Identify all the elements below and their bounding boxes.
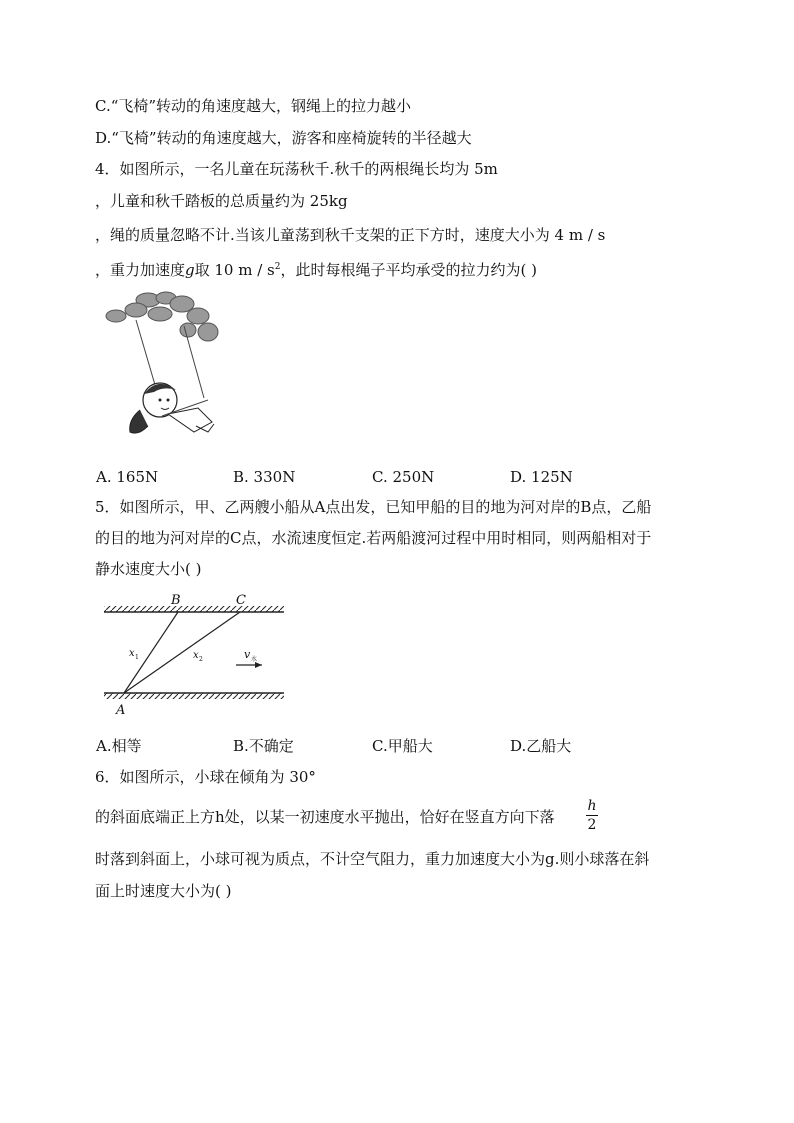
swing-illustration [100,290,228,448]
q5-option-c[interactable]: C.甲船大 [372,737,433,755]
q5-option-a[interactable]: A.相等 [96,737,142,755]
label-v: v [244,648,251,661]
label-x1-sub: 1 [135,654,139,661]
q4-exponent: 2 [274,262,281,272]
question-4-line-3: ，绳的质量忽略不计.当该儿童荡到秋千支架的正下方时，速度大小为 4 m / s [95,226,606,244]
q4-option-c[interactable]: C. 250N [372,468,435,486]
question-6-line-4: 面上时速度大小为( ) [95,882,232,900]
q5-option-b[interactable]: B.不确定 [233,737,294,755]
question-5-line-2: 的目的地为河对岸的C点，水流速度恒定.若两船渡河过程中用时相同，则两船相对于 [95,529,652,547]
label-b: B [171,593,181,608]
question-4-line-1: 4．如图所示，一名儿童在玩荡秋千.秋千的两根绳长均为 5m [95,160,498,178]
fraction-denominator: 2 [587,817,597,833]
label-x2: x [193,650,199,661]
line-option-c: C.“飞椅”转动的角速度越大，钢绳上的拉力越小 [95,97,412,115]
fraction-numerator: h [587,798,597,814]
label-a: A [116,703,126,718]
q4-text-post: ，此时每根绳子平均承受的拉力约为( ) [280,261,537,279]
question-6-line-1: 6．如图所示，小球在倾角为 30° [95,768,316,786]
label-c: C [236,593,246,608]
top-bank-hatch [104,606,284,612]
q4-option-b[interactable]: B. 330N [233,468,296,486]
q4-text-pre: ，重力加速度 [95,261,186,279]
fraction-h-over-2 [586,798,598,833]
q4-option-d[interactable]: D. 125N [510,468,573,486]
fraction-bar [586,815,598,816]
question-6-line-3: 时落到斜面上，小球可视为质点，不计空气阻力，重力加速度大小为g.则小球落在斜 [95,850,650,868]
line-option-d: D.“飞椅”转动的角速度越大，游客和座椅旋转的半径越大 [95,129,472,147]
question-4-line-4 [95,257,537,280]
question-4-line-2: ，儿童和秋千踏板的总质量约为 25kg [95,192,348,210]
label-x1: x [129,648,135,659]
q4-option-a[interactable]: A. 165N [96,468,159,486]
label-v-sub: 水 [251,656,258,663]
q5-option-d[interactable]: D.乙船大 [510,737,572,755]
question-6-line-2: 的斜面底端正上方h处，以某一初速度水平抛出，恰好在竖直方向下落 [95,808,555,826]
river-crossing-diagram [100,592,286,722]
q4-text-mid: 取 10 m / s [194,261,275,279]
path-x2 [124,612,240,693]
bottom-bank-hatch [104,693,284,699]
question-5-line-3: 静水速度大小( ) [95,560,202,578]
question-5-line-1: 5．如图所示，甲、乙两艘小船从A点出发，已知甲船的目的地为河对岸的B点，乙船 [95,498,652,516]
q4-g-symbol: g [185,261,195,279]
label-x2-sub: 2 [199,656,203,663]
